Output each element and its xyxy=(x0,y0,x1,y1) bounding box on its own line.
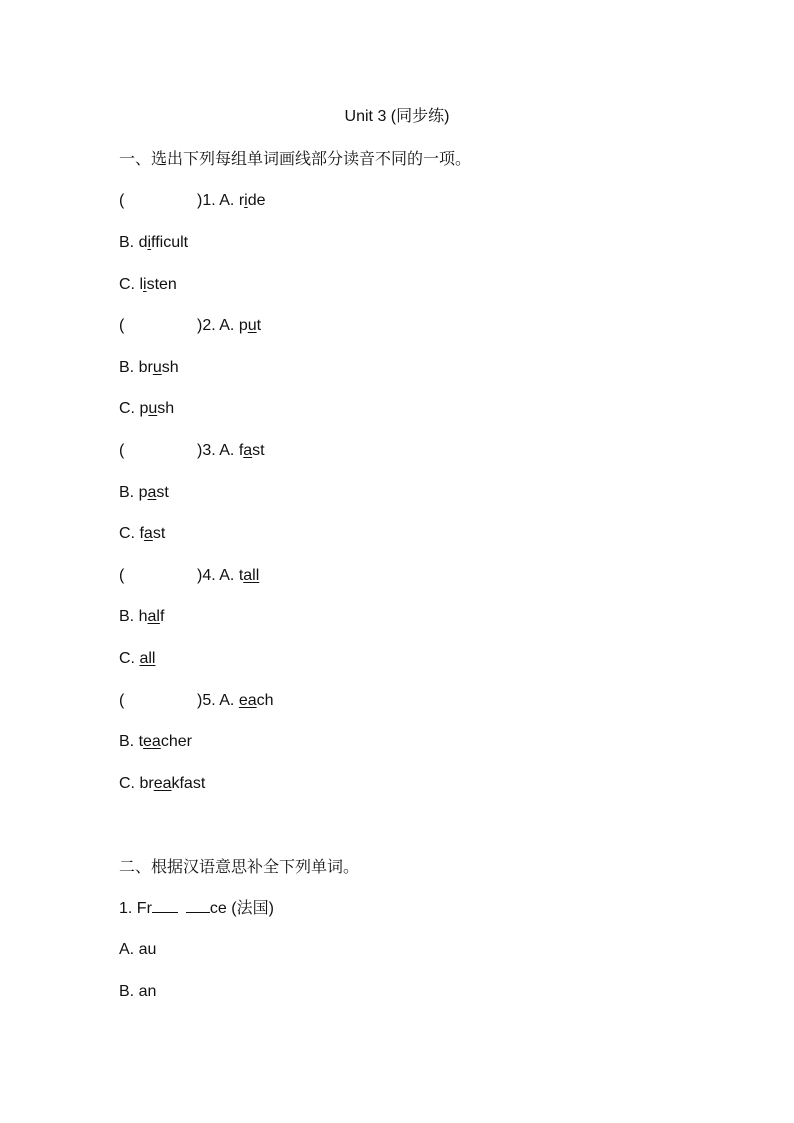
word-prefix: 1. Fr xyxy=(119,900,152,917)
option-word-post: sten xyxy=(146,276,177,293)
option-label: B. xyxy=(119,234,135,251)
option-word-underlined: i xyxy=(244,192,248,209)
option-label: A. xyxy=(219,442,235,459)
option-word-pre: t xyxy=(138,733,144,750)
option-word-post: f xyxy=(159,608,165,625)
option-word-post: t xyxy=(256,317,262,334)
answer-paren: ( xyxy=(119,692,125,709)
question-2-option-c xyxy=(119,398,174,420)
word-suffix: ce (法国) xyxy=(209,900,274,917)
option-word-pre: d xyxy=(138,234,148,251)
question-5-option-b xyxy=(119,731,192,753)
question-number: )1. xyxy=(197,192,216,209)
option-text: au xyxy=(138,941,157,958)
option-word-underlined: al xyxy=(147,608,160,625)
option-word-pre: br xyxy=(138,359,153,376)
option-word-post: st xyxy=(252,442,265,459)
question-2-option-b xyxy=(119,357,179,379)
option-label: C. xyxy=(119,525,135,542)
section-2-option-a xyxy=(119,939,156,961)
option-word-pre: f xyxy=(139,525,144,542)
answer-paren: ( xyxy=(119,567,125,584)
option-word-post: st xyxy=(152,525,166,542)
option-label: C. xyxy=(119,276,135,293)
option-word-pre: p xyxy=(138,484,148,501)
question-1-option-b xyxy=(119,232,188,254)
option-text: an xyxy=(138,983,157,1000)
question-4-option-b xyxy=(119,606,164,628)
option-word-underlined: a xyxy=(143,525,153,542)
option-word-underlined: all xyxy=(243,567,260,584)
question-number: )2. xyxy=(197,317,216,334)
option-word-post: sh xyxy=(157,400,175,417)
question-2-line xyxy=(119,315,261,337)
question-5-option-c xyxy=(119,773,205,795)
answer-paren: ( xyxy=(119,192,125,209)
option-word-underlined: i xyxy=(147,234,152,251)
option-word-underlined: u xyxy=(152,359,162,376)
option-word-underlined: u xyxy=(247,317,257,334)
option-label: B. xyxy=(119,983,135,1000)
question-1-option-c xyxy=(119,274,177,296)
option-word-post: st xyxy=(156,484,169,501)
question-3-option-c xyxy=(119,523,165,545)
option-label: B. xyxy=(119,484,135,501)
option-word-pre: f xyxy=(238,442,244,459)
question-4-line xyxy=(119,565,259,587)
option-label: A. xyxy=(119,941,135,958)
question-4-option-c xyxy=(119,648,155,670)
section-2-option-b xyxy=(119,981,156,1003)
option-word-pre: h xyxy=(138,608,148,625)
option-word-pre: t xyxy=(238,567,244,584)
page-title: Unit 3 (同步练) xyxy=(344,108,450,125)
section-1-heading: 一、选出下列每组单词画线部分读音不同的一项。 xyxy=(119,149,472,168)
section-2-heading: 二、根据汉语意思补全下列单词。 xyxy=(119,857,360,876)
option-word-underlined: i xyxy=(143,276,147,293)
option-word-pre: l xyxy=(139,276,144,293)
option-word-post: cher xyxy=(160,733,192,750)
question-3-option-b xyxy=(119,482,169,504)
option-label: C. xyxy=(119,775,135,792)
option-word-underlined: u xyxy=(148,400,158,417)
option-word-underlined: ea xyxy=(238,692,257,709)
option-word-underlined: ea xyxy=(153,775,172,792)
option-label: A. xyxy=(219,692,235,709)
fill-blank xyxy=(186,898,210,913)
option-label: B. xyxy=(119,359,135,376)
option-word-pre: p xyxy=(238,317,248,334)
option-word-pre: br xyxy=(139,775,154,792)
question-number: )3. xyxy=(197,442,216,459)
option-label: A. xyxy=(219,317,235,334)
option-word-underlined: ea xyxy=(143,733,161,750)
option-word-pre: p xyxy=(139,400,149,417)
option-word-post: sh xyxy=(161,359,179,376)
option-word-post: kfast xyxy=(171,775,206,792)
option-word-underlined: a xyxy=(147,484,157,501)
option-word-post: fficult xyxy=(151,234,189,251)
option-label: C. xyxy=(119,650,135,667)
option-word-post: ch xyxy=(256,692,274,709)
question-1-line xyxy=(119,190,266,212)
question-3-line xyxy=(119,440,265,462)
question-number: )4. xyxy=(197,567,216,584)
option-word-post: de xyxy=(247,192,266,209)
question-5-line xyxy=(119,690,274,712)
option-word-underlined: a xyxy=(243,442,253,459)
option-word-underlined: all xyxy=(139,650,156,667)
answer-paren: ( xyxy=(119,317,125,334)
question-number: )5. xyxy=(197,692,216,709)
fill-blank xyxy=(152,898,178,913)
option-label: B. xyxy=(119,733,135,750)
answer-paren: ( xyxy=(119,442,125,459)
option-label: A. xyxy=(219,192,235,209)
option-label: A. xyxy=(219,567,235,584)
option-word-pre: r xyxy=(238,192,245,209)
option-label: C. xyxy=(119,400,135,417)
option-label: B. xyxy=(119,608,135,625)
section-2-question-1 xyxy=(119,898,274,920)
